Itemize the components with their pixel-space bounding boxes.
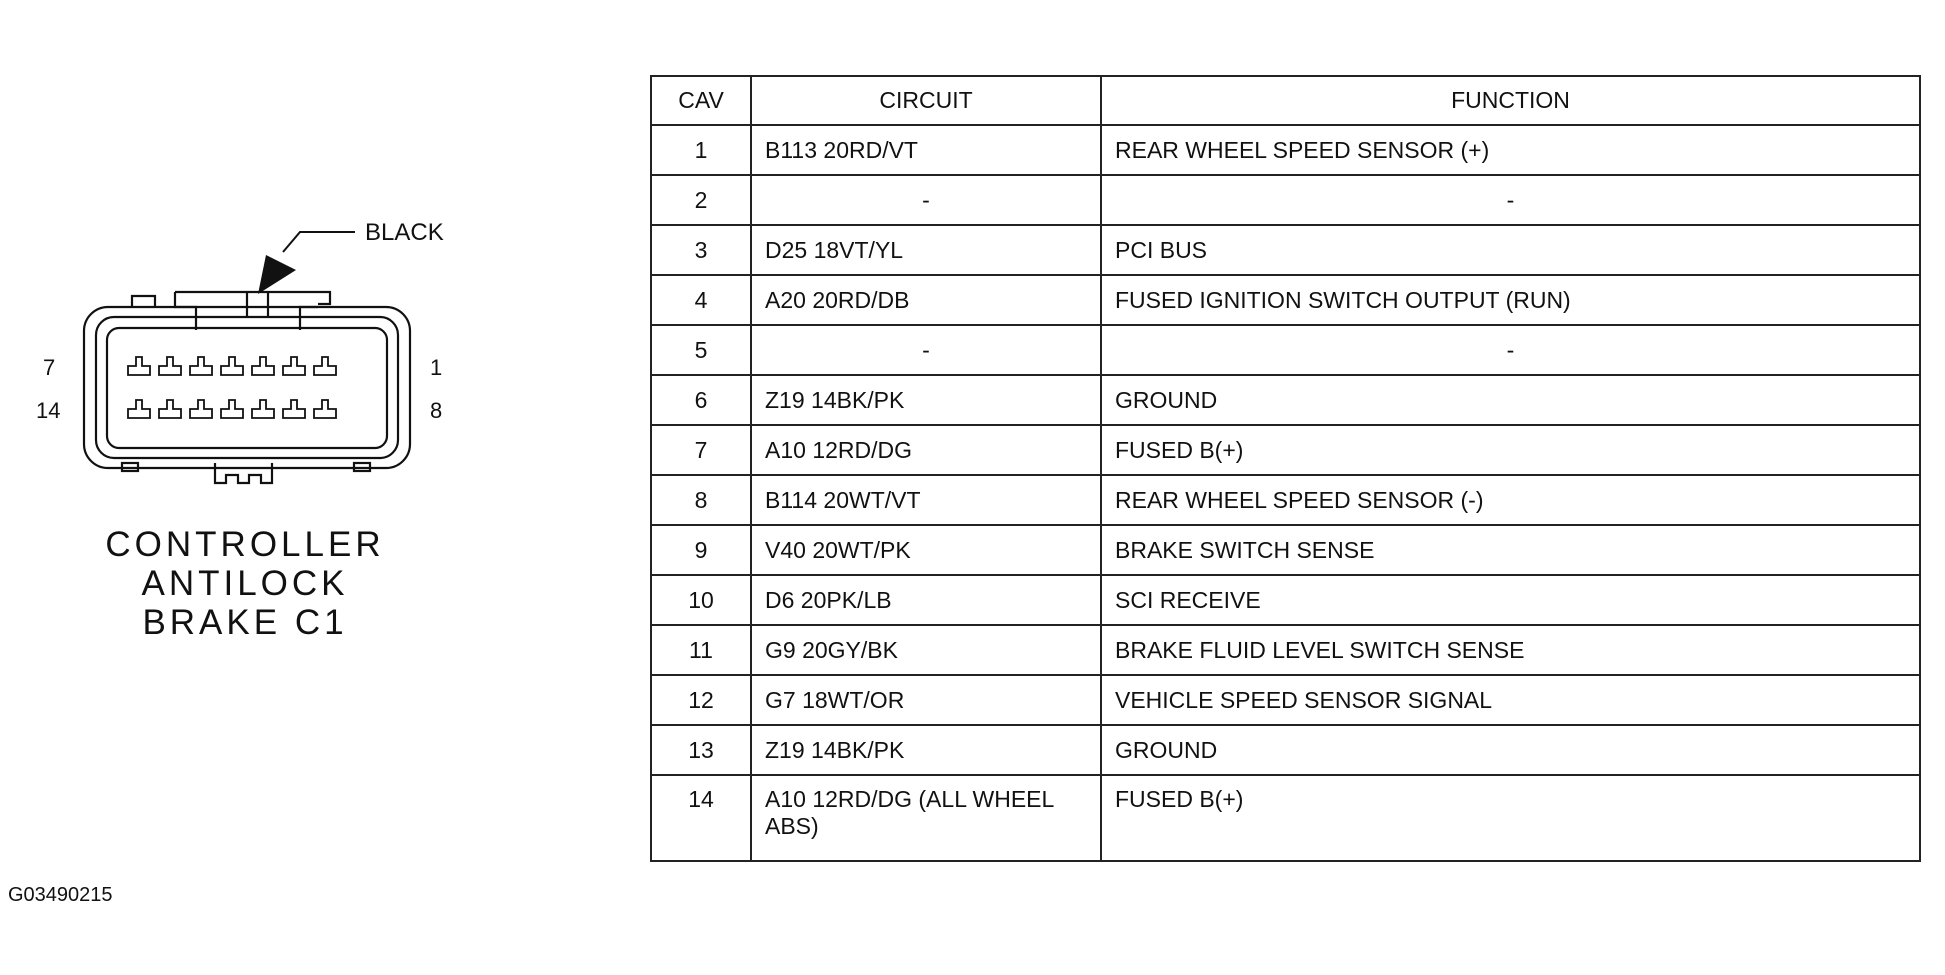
connector-title-line: BRAKE C1 [142,603,348,642]
cell-circuit: A20 20RD/DB [751,275,1101,325]
terminal-cavity [314,357,336,375]
table-row [651,525,1920,575]
terminal-cavity [128,357,150,375]
cell-function: BRAKE FLUID LEVEL SWITCH SENSE [1101,625,1920,675]
terminal-cavities [128,357,336,418]
pin-label-7: 7 [43,355,56,380]
table-row [651,775,1920,861]
cell-circuit: G9 20GY/BK [751,625,1101,675]
terminal-cavity [283,400,305,418]
black-callout-leader [283,232,355,252]
pin-label-14: 14 [36,398,61,423]
cell-function: PCI BUS [1101,225,1920,275]
connector-title [60,525,430,642]
cell-cav: 8 [651,475,751,525]
cell-circuit: G7 18WT/OR [751,675,1101,725]
table-row [651,375,1920,425]
cell-function: BRAKE SWITCH SENSE [1101,525,1920,575]
header-cav: CAV [651,76,751,125]
cell-function: REAR WHEEL SPEED SENSOR (-) [1101,475,1920,525]
table-row [651,175,1920,225]
cell-cav: 2 [651,175,751,225]
terminal-cavity [159,400,181,418]
cell-circuit: V40 20WT/PK [751,525,1101,575]
terminal-cavity [252,357,274,375]
pin-label-8: 8 [430,398,443,423]
pinout-table [650,75,1921,862]
cell-function: VEHICLE SPEED SENSOR SIGNAL [1101,675,1920,725]
table-row [651,475,1920,525]
cell-circuit: D25 18VT/YL [751,225,1101,275]
black-callout-arrow [258,255,296,294]
terminal-cavity [314,400,336,418]
cell-cav: 4 [651,275,751,325]
color-label: BLACK [365,219,444,246]
cell-cav: 12 [651,675,751,725]
cell-circuit: - [751,175,1101,225]
terminal-cavity [190,357,212,375]
cell-circuit: Z19 14BK/PK [751,725,1101,775]
cell-function: FUSED IGNITION SWITCH OUTPUT (RUN) [1101,275,1920,325]
table-row [651,625,1920,675]
cell-circuit: A10 12RD/DG [751,425,1101,475]
pin-label-1: 1 [430,355,443,380]
cell-cav: 6 [651,375,751,425]
cell-function: SCI RECEIVE [1101,575,1920,625]
figure-id: G03490215 [8,884,113,906]
cell-cav: 3 [651,225,751,275]
cell-circuit: A10 12RD/DG (ALL WHEEL ABS) [751,775,1101,861]
cell-circuit: D6 20PK/LB [751,575,1101,625]
pinout-rows [651,125,1920,861]
connector-title-line: ANTILOCK [141,564,349,603]
cell-function: GROUND [1101,725,1920,775]
terminal-cavity [190,400,212,418]
table-row [651,125,1920,175]
table-row [651,425,1920,475]
cell-function: FUSED B(+) [1101,775,1920,861]
terminal-cavity [159,357,181,375]
cell-cav: 11 [651,625,751,675]
cell-function: FUSED B(+) [1101,425,1920,475]
cell-cav: 14 [651,775,751,861]
cell-function: - [1101,175,1920,225]
terminal-cavity [221,400,243,418]
cell-function: GROUND [1101,375,1920,425]
table-header-row [651,76,1920,125]
cell-circuit: B113 20RD/VT [751,125,1101,175]
table-row [651,275,1920,325]
cell-cav: 5 [651,325,751,375]
terminal-cavity [221,357,243,375]
cell-cav: 10 [651,575,751,625]
cell-circuit: Z19 14BK/PK [751,375,1101,425]
table-row [651,575,1920,625]
terminal-cavity [128,400,150,418]
cell-circuit: B114 20WT/VT [751,475,1101,525]
cell-cav: 1 [651,125,751,175]
header-function: FUNCTION [1101,76,1920,125]
cell-cav: 9 [651,525,751,575]
table-row [651,325,1920,375]
header-circuit: CIRCUIT [751,76,1101,125]
terminal-cavity [252,400,274,418]
connector-title-line: CONTROLLER [105,525,385,564]
cell-function: - [1101,325,1920,375]
cell-circuit: - [751,325,1101,375]
connector-housing [84,292,410,483]
table-row [651,725,1920,775]
table-row [651,675,1920,725]
cell-cav: 7 [651,425,751,475]
cell-function: REAR WHEEL SPEED SENSOR (+) [1101,125,1920,175]
terminal-cavity [283,357,305,375]
connector-diagram [0,0,520,560]
table-row [651,225,1920,275]
cell-cav: 13 [651,725,751,775]
